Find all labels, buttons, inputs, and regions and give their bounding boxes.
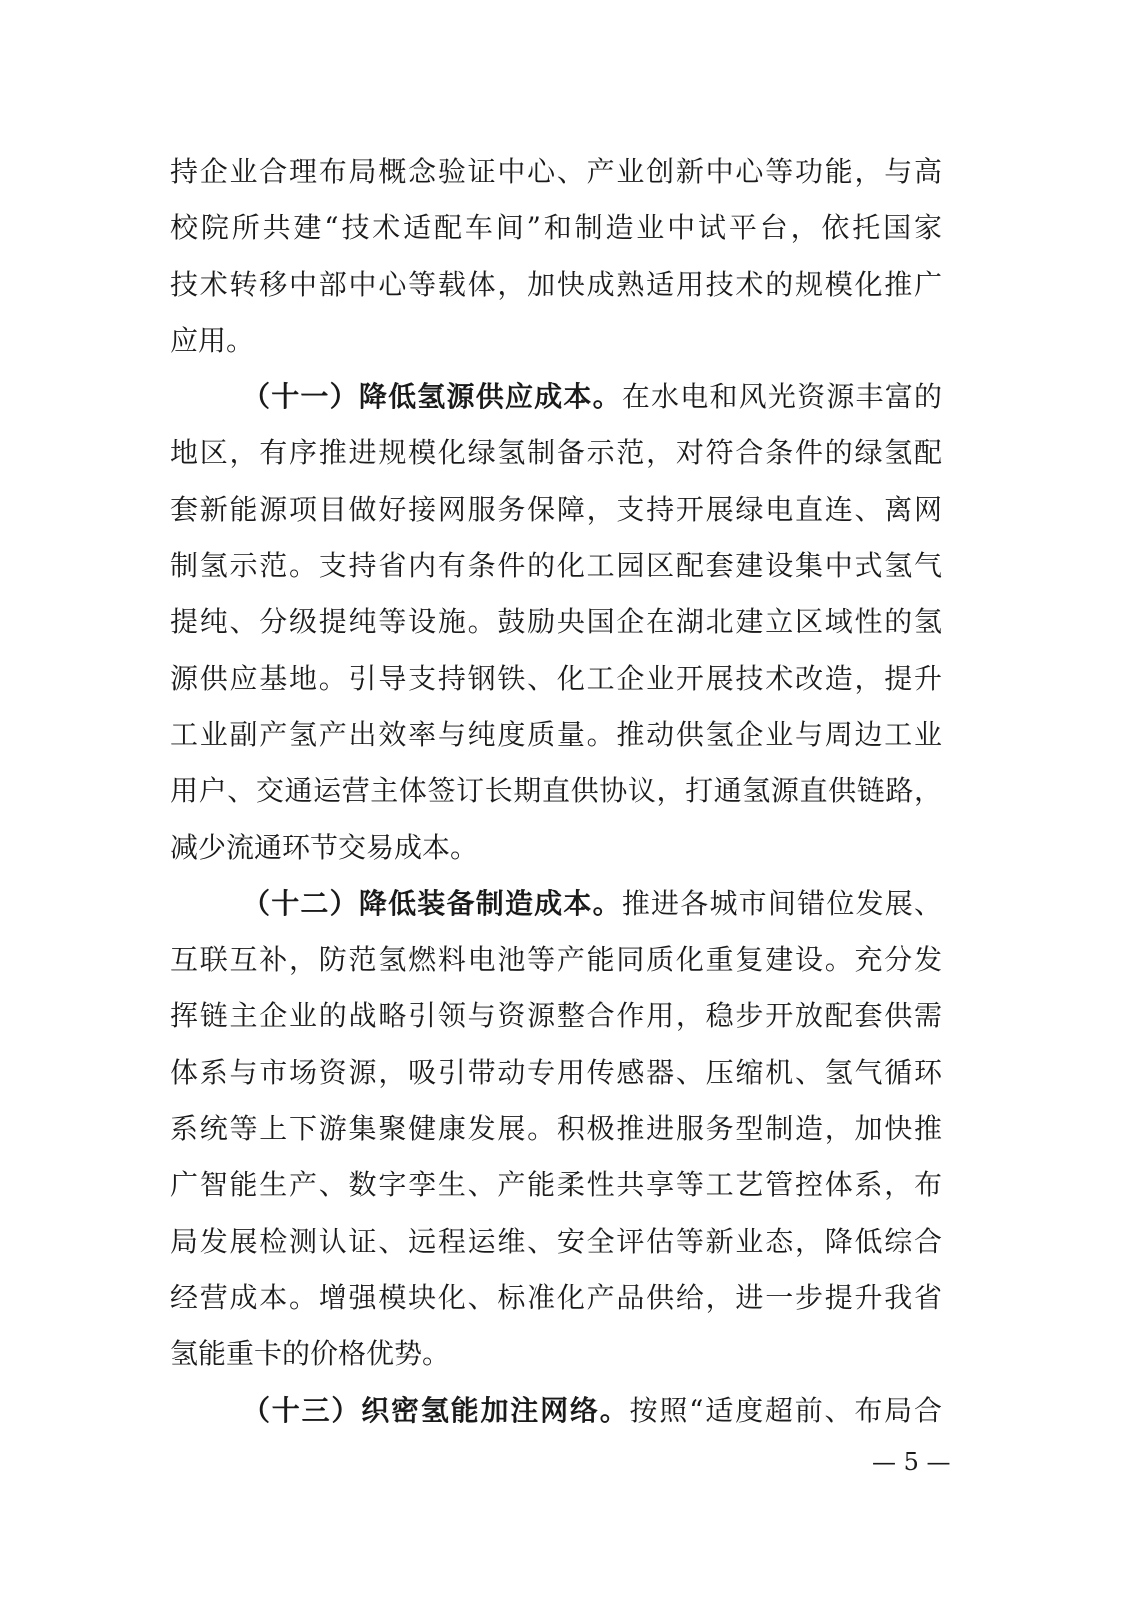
text-line: 经营成本。增强模块化、标准化产品供给，进一步提升我省 <box>170 1280 942 1314</box>
text-line: 持企业合理布局概念验证中心、产业创新中心等功能，与高 <box>170 155 942 188</box>
text-line: 工业副产氢产出效率与纯度质量。推动供氢企业与周边工业 <box>170 717 942 751</box>
section-heading: （十二）降低装备制造成本。 <box>242 886 622 920</box>
text-line: 局发展检测认证、远程运维、安全评估等新业态，降低综合 <box>170 1224 942 1258</box>
body-text <box>170 144 942 1439</box>
text-line: 广智能生产、数字孪生、产能柔性共享等工艺管控体系，布 <box>170 1168 942 1202</box>
text-line: 系统等上下游集聚健康发展。积极推进服务型制造，加快推 <box>170 1112 942 1146</box>
text-line: 氢能重卡的价格优势。 <box>170 1337 451 1371</box>
text-line: 制氢示范。支持省内有条件的化工园区配套建设集中式氢气 <box>170 549 942 583</box>
text-line: 用户、交通运营主体签订长期直供协议，打通氢源直供链路， <box>170 774 942 808</box>
section-heading: （十三）织密氢能加注网络。 <box>242 1393 630 1427</box>
text-line: 源供应基地。引导支持钢铁、化工企业开展技术改造，提升 <box>170 661 942 695</box>
text-line: 地区，有序推进规模化绿氢制备示范，对符合条件的绿氢配 <box>170 436 942 470</box>
text-line: 提纯、分级提纯等设施。鼓励央国企在湖北建立区域性的氢 <box>170 605 942 639</box>
text-line: 减少流通环节交易成本。 <box>170 830 479 864</box>
page-number: — 5 — <box>872 1448 951 1476</box>
text-line: 技术转移中部中心等载体，加快成熟适用技术的规模化推广 <box>170 267 942 301</box>
section-heading-line: （十二）降低装备制造成本。推进各城市间错位发展、 <box>242 886 942 920</box>
text-line: 挥链主企业的战略引领与资源整合作用，稳步开放配套供需 <box>170 999 942 1033</box>
text-line: 体系与市场资源，吸引带动专用传感器、压缩机、氢气循环 <box>170 1055 942 1089</box>
section-heading-line: （十三）织密氢能加注网络。按照“适度超前、布局合 <box>242 1393 942 1427</box>
text-line: 套新能源项目做好接网服务保障，支持开展绿电直连、离网 <box>170 492 942 526</box>
text-line: 互联互补，防范氢燃料电池等产能同质化重复建设。充分发 <box>170 943 942 977</box>
text-line: 校院所共建“技术适配车间”和制造业中试平台，依托国家 <box>170 211 942 245</box>
text-line: 应用。 <box>170 323 255 357</box>
section-heading-line: （十一）降低氢源供应成本。在水电和风光资源丰富的 <box>242 380 942 414</box>
section-heading: （十一）降低氢源供应成本。 <box>242 380 622 414</box>
